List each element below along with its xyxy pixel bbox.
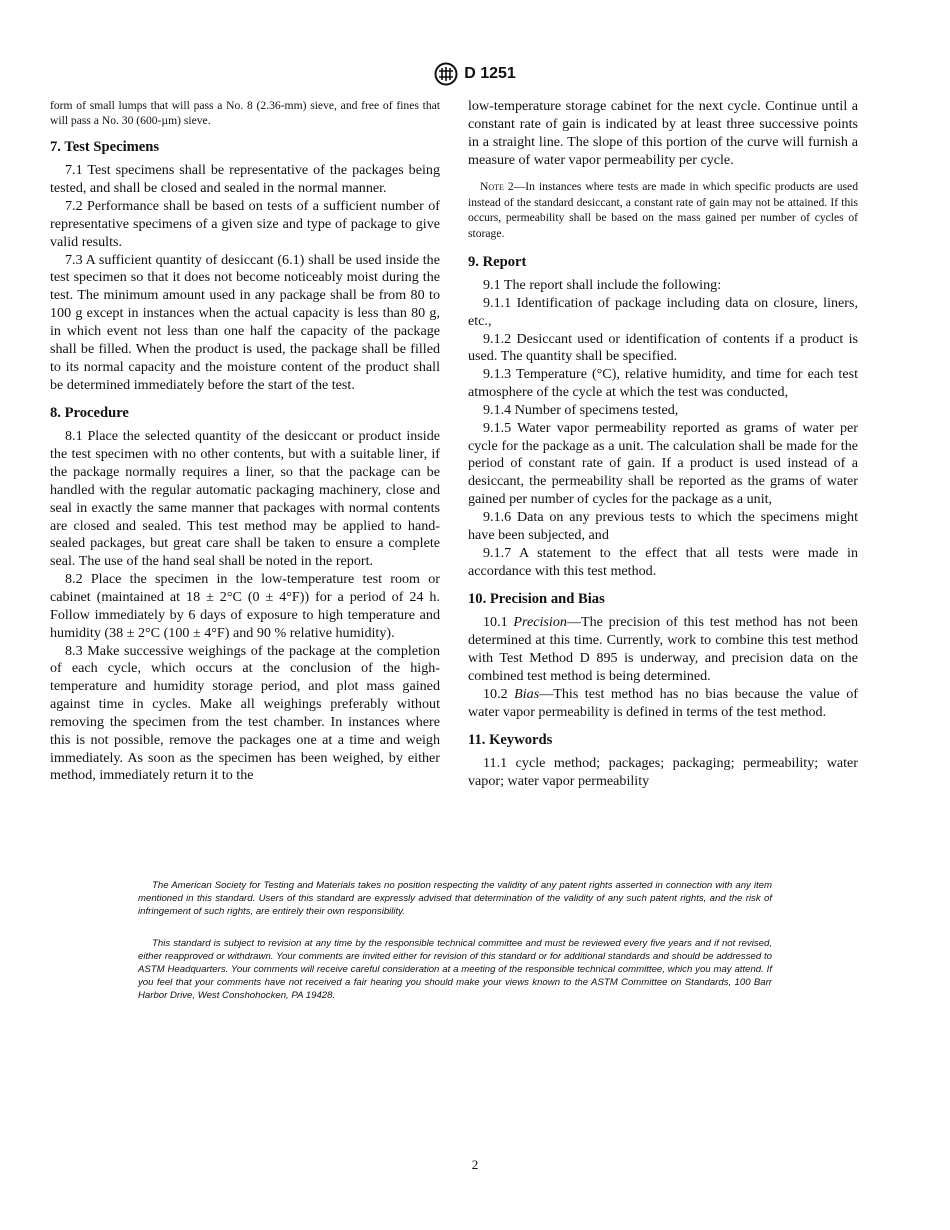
paragraph-8-3-continued: low-temperature storage cabinet for the next cycle. Continue until a constant rate of gain is indicated by at least three successive points in a straight line. The slope of this portion of the curve will furnish a measure of water vapor permeability per cycle.: [468, 98, 858, 168]
section-heading-precision-bias: 10. Precision and Bias: [468, 591, 605, 608]
note-label: Note 2: [480, 180, 514, 194]
astm-logo-icon: [434, 62, 458, 86]
paragraph-number: 10.2: [483, 685, 515, 702]
paragraph-9-1: 9.1 The report shall include the following:: [483, 277, 722, 293]
paragraph-9-1-3: 9.1.3 Temperature (°C), relative humidity, and time for each test atmosphere of the cycle at which the test was conducted,: [468, 366, 858, 401]
paragraph-9-1-1: 9.1.1 Identification of package including data on closure, liners, etc.,: [468, 294, 858, 329]
left-column: [50, 98, 440, 785]
patent-notice: [138, 879, 772, 918]
paragraph-9-1-5: 9.1.5 Water vapor permeability reported as grams of water per cycle for the package as a unit. The calculation shall be made for the period of constant rate of gain. If a product is used instead of a desiccant, the permeability shall be reported as the grams of water gained per number of cycles for the package as a unit,: [468, 419, 858, 508]
standard-designation: D 1251: [464, 65, 516, 82]
right-column: [468, 98, 858, 791]
paragraph-7-3: 7.3 A sufficient quantity of desiccant (6.1) shall be used inside the test specimen so that it does not become noticeably moist during the test. The minimum amount used in any package shall be from 80 to 100 g except in instances when the actual capacity is less than 80 g, in which event not less than one half the capacity of the package shall be filled. When the product is used, the package shall be filled to its normal capacity and the moisture content of the product shall be determined immediately before the start of the test.: [50, 251, 440, 393]
term-bias: Bias: [514, 685, 540, 702]
paragraph-10-1: [468, 614, 858, 685]
paragraph-number: 10.1: [483, 614, 514, 631]
note-2: [468, 179, 858, 241]
continued-paragraph: form of small lumps that will pass a No. 8 (2.36-mm) sieve, and free of fines that will pass a No. 30 (600-µm) sieve.: [50, 99, 440, 128]
paragraph-text: —This test method has no bias because the value of water vapor permeability is defined in terms of the test method.: [468, 685, 858, 720]
paragraph-8-2: 8.2 Place the specimen in the low-temperature test room or cabinet (maintained at 18 ± 2°C (0 ± 4°F)) for a period of 24 h. Follow immediately by 6 days of exposure to high temperature and humidity (38 ± 2°C (100 ± 4°F) and 90 % relative humidity).: [50, 571, 440, 641]
paragraph-text: —The precision of this test method has not been determined at this time. Currently, work to combine this test method with Test Method D 895 is underway, and precision data on the combined test method is being determined.: [468, 614, 858, 684]
page-number: 2: [471, 1157, 479, 1172]
paragraph-10-2: [468, 686, 858, 722]
section-heading-keywords: 11. Keywords: [468, 732, 553, 749]
section-heading-report: 9. Report: [468, 254, 527, 270]
paragraph-9-1-4: 9.1.4 Number of specimens tested,: [483, 401, 679, 418]
paragraph-7-2: 7.2 Performance shall be based on tests of a sufficient number of representative specimens of a given size and type of package to give valid results.: [50, 198, 440, 250]
term-precision: Precision: [513, 614, 567, 631]
paragraph-9-1-2: 9.1.2 Desiccant used or identification of contents if a product is used. The quantity shall be specified.: [468, 330, 858, 365]
note-text: —In instances where tests are made in which specific products are used instead of the standard desiccant, a constant rate of gain may not be attained. If this occurs, permeability shall be based on the mass gained per number of cycles of storage.: [468, 180, 858, 240]
paragraph-7-1: 7.1 Test specimens shall be representative of the packages being tested, and shall be closed and sealed in the normal manner.: [50, 162, 440, 197]
paragraph-9-1-7: 9.1.7 A statement to the effect that all tests were made in accordance with this test method.: [468, 544, 858, 579]
page-header: [0, 62, 950, 86]
section-heading-test-specimens: 7. Test Specimens: [50, 139, 160, 156]
paragraph-8-3: 8.3 Make successive weighings of the package at the completion of each cycle, which occurs at the conclusion of the high-temperature and humidity storage period, and plot mass gained against time in cycles. Make all weighings preferably without removing the specimen from the test chamber. In instances where this is not possible, remove the packages one at a time and weigh immediately. As soon as the specimen has been weighed, by either method, immediately return it to the: [50, 642, 440, 784]
revision-notice: [138, 937, 772, 1002]
revision-notice-text: This standard is subject to revision at any time by the responsible technical committee and must be reviewed every five years and if not revised, either reapproved or withdrawn. Your comments are invited either for revision of this standard or for additional standards and should be addressed to ASTM Headquarters. Your comments will receive careful consideration at a meeting of the responsible technical committee, which you may attend. If you feel that your comments have not received a fair hearing you should make your views known to the ASTM Committee on Standards, 100 Barr Harbor Drive, West Conshohocken, PA 19428.: [138, 938, 772, 1002]
paragraph-11-1: 11.1 cycle method; packages; packaging; permeability; water vapor; water vapor permeability: [468, 755, 858, 790]
paragraph-9-1-6: 9.1.6 Data on any previous tests to which the specimens might have been subjected, and: [468, 508, 858, 543]
paragraph-8-1: 8.1 Place the selected quantity of the desiccant or product inside the test specimen with no other contents, but with a suitable liner, if the package normally requires a liner, so that the package can be handled with the regular automatic packaging machinery, close and seal in exactly the same manner that packages with normal contents are closed and sealed. This test method may be applied to hand-sealed packages, but great care shall be taken to ensure a complete seal. The use of the hand seal shall be noted in the report.: [50, 428, 440, 570]
patent-notice-text: The American Society for Testing and Materials takes no position respecting the validity of any patent rights asserted in connection with any item mentioned in this standard. Users of this standard are expressly advised that determination of the validity of any such patent rights, and the risk of infringement of such rights, are entirely their own responsibility.: [138, 880, 772, 918]
section-heading-procedure: 8. Procedure: [50, 405, 129, 422]
